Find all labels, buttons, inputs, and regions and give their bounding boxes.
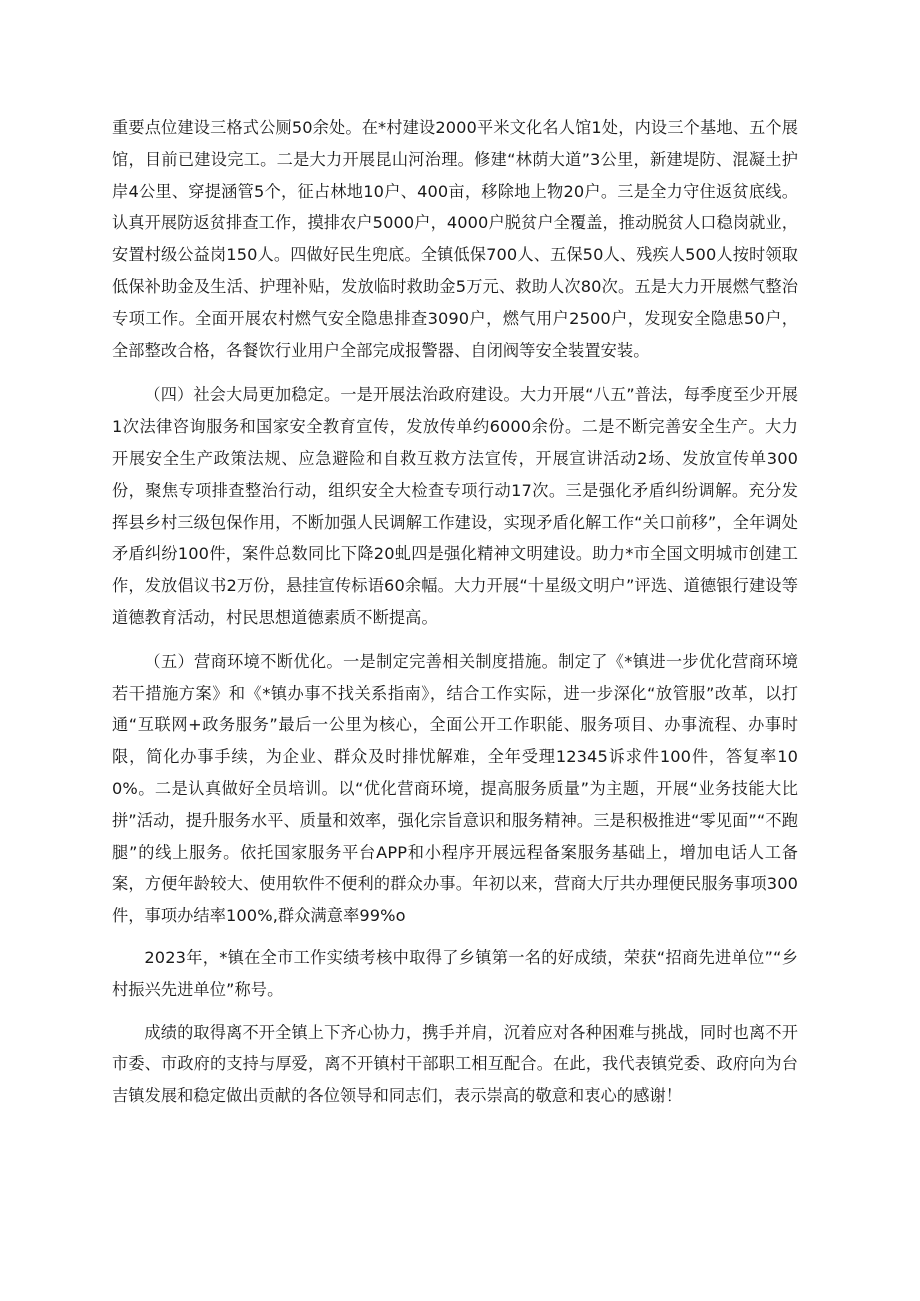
paragraph-continuation: 重要点位建设三格式公厕50余处。在*村建设2000平米文化名人馆1处，内设三个基地、五个展馆，目前已建设完工。二是大力开展昆山河治理。修建“林荫大道”3公里，新建堤防、混凝土护岸4公里、穿提涵管5个，征占林地10户、400亩，移除地上物20户。三是全力守住返贫底线。认真开展防返贫排查工作，摸排农户5000户，4000户脱贫户全覆盖，推动脱贫人口稳岗就业，安置村级公益岗150人。四做好民生兜底。全镇低保700人、五保50人、残疾人500人按时领取低保补助金及生活、护理补贴，发放临时救助金5万元、救助人次80次。五是大力开展燃气整治专项工作。全面开展农村燃气安全隐患排查3090户，燃气用户2500户，发现安全隐患50户，全部整改合格，各餐饮行业用户全部完成报警器、自闭阀等安全装置安装。 [112,118,798,360]
paragraph-section-5: （五）营商环境不断优化。一是制定完善相关制度措施。制定了《*镇进一步优化营商环境若干措施方案》和《*镇办事不找关系指南》，结合工作实际，进一步深化“放管服”改革，以打通“互联网+政务服务”最后一公里为核心，全面公开工作职能、服务项目、办事流程、办事时限，简化办事手续，为企业、群众及时排忧解难，全年受理12345诉求件100件，答复率100%。二是认真做好全员培训。以“优化营商环境，提高服务质量”为主题，开展“业务技能大比拼”活动，提升服务水平、质量和效率，强化宗旨意识和服务精神。三是积极推进“零见面”“不跑腿”的线上服务。依托国家服务平台APP和小程序开展远程备案服务基础上，增加电话人工备案，方便年龄较大、使用软件不便利的群众办事。年初以来，营商大厅共办理便民服务事项300件，事项办结率100%,群众满意率99%o [112,651,798,926]
paragraph-thanks: 成绩的取得离不开全镇上下齐心协力，携手并肩，沉着应对各种困难与挑战，同时也离不开市委、市政府的支持与厚爱，离不开镇村干部职工相互配合。在此，我代表镇党委、政府向为台吉镇发展和稳定做出贡献的各位领导和同志们，表示崇高的敬意和衷心的感谢！ [112,1022,798,1106]
paragraph-section-4: （四）社会大局更加稳定。一是开展法治政府建设。大力开展“八五”普法，每季度至少开展1次法律咨询服务和国家安全教育宣传，发放传单约6000余份。二是不断完善安全生产。大力开展安全生产政策法规、应急避险和自救互救方法宣传，开展宣讲活动2场、发放宣传单300份，聚焦专项排查整治行动，组织安全大检查专项行动17次。三是强化矛盾纠纷调解。充分发挥县乡村三级包保作用，不断加强人民调解工作建设，实现矛盾化解工作“关口前移”，全年调处矛盾纠纷100件，案件总数同比下降20虬四是强化精神文明建设。助力*市全国文明城市创建工作，发放倡议书2万份，悬挂宣传标语60余幅。大力开展“十星级文明户”评选、道德银行建设等道德教育活动，村民思想道德素质不断提高。 [112,385,798,627]
paragraph-honors: 2023年，*镇在全市工作实绩考核中取得了乡镇第一名的好成绩，荣获“招商先进单位”“乡村振兴先进单位”称号。 [112,947,798,999]
document-page [112,112,798,1112]
